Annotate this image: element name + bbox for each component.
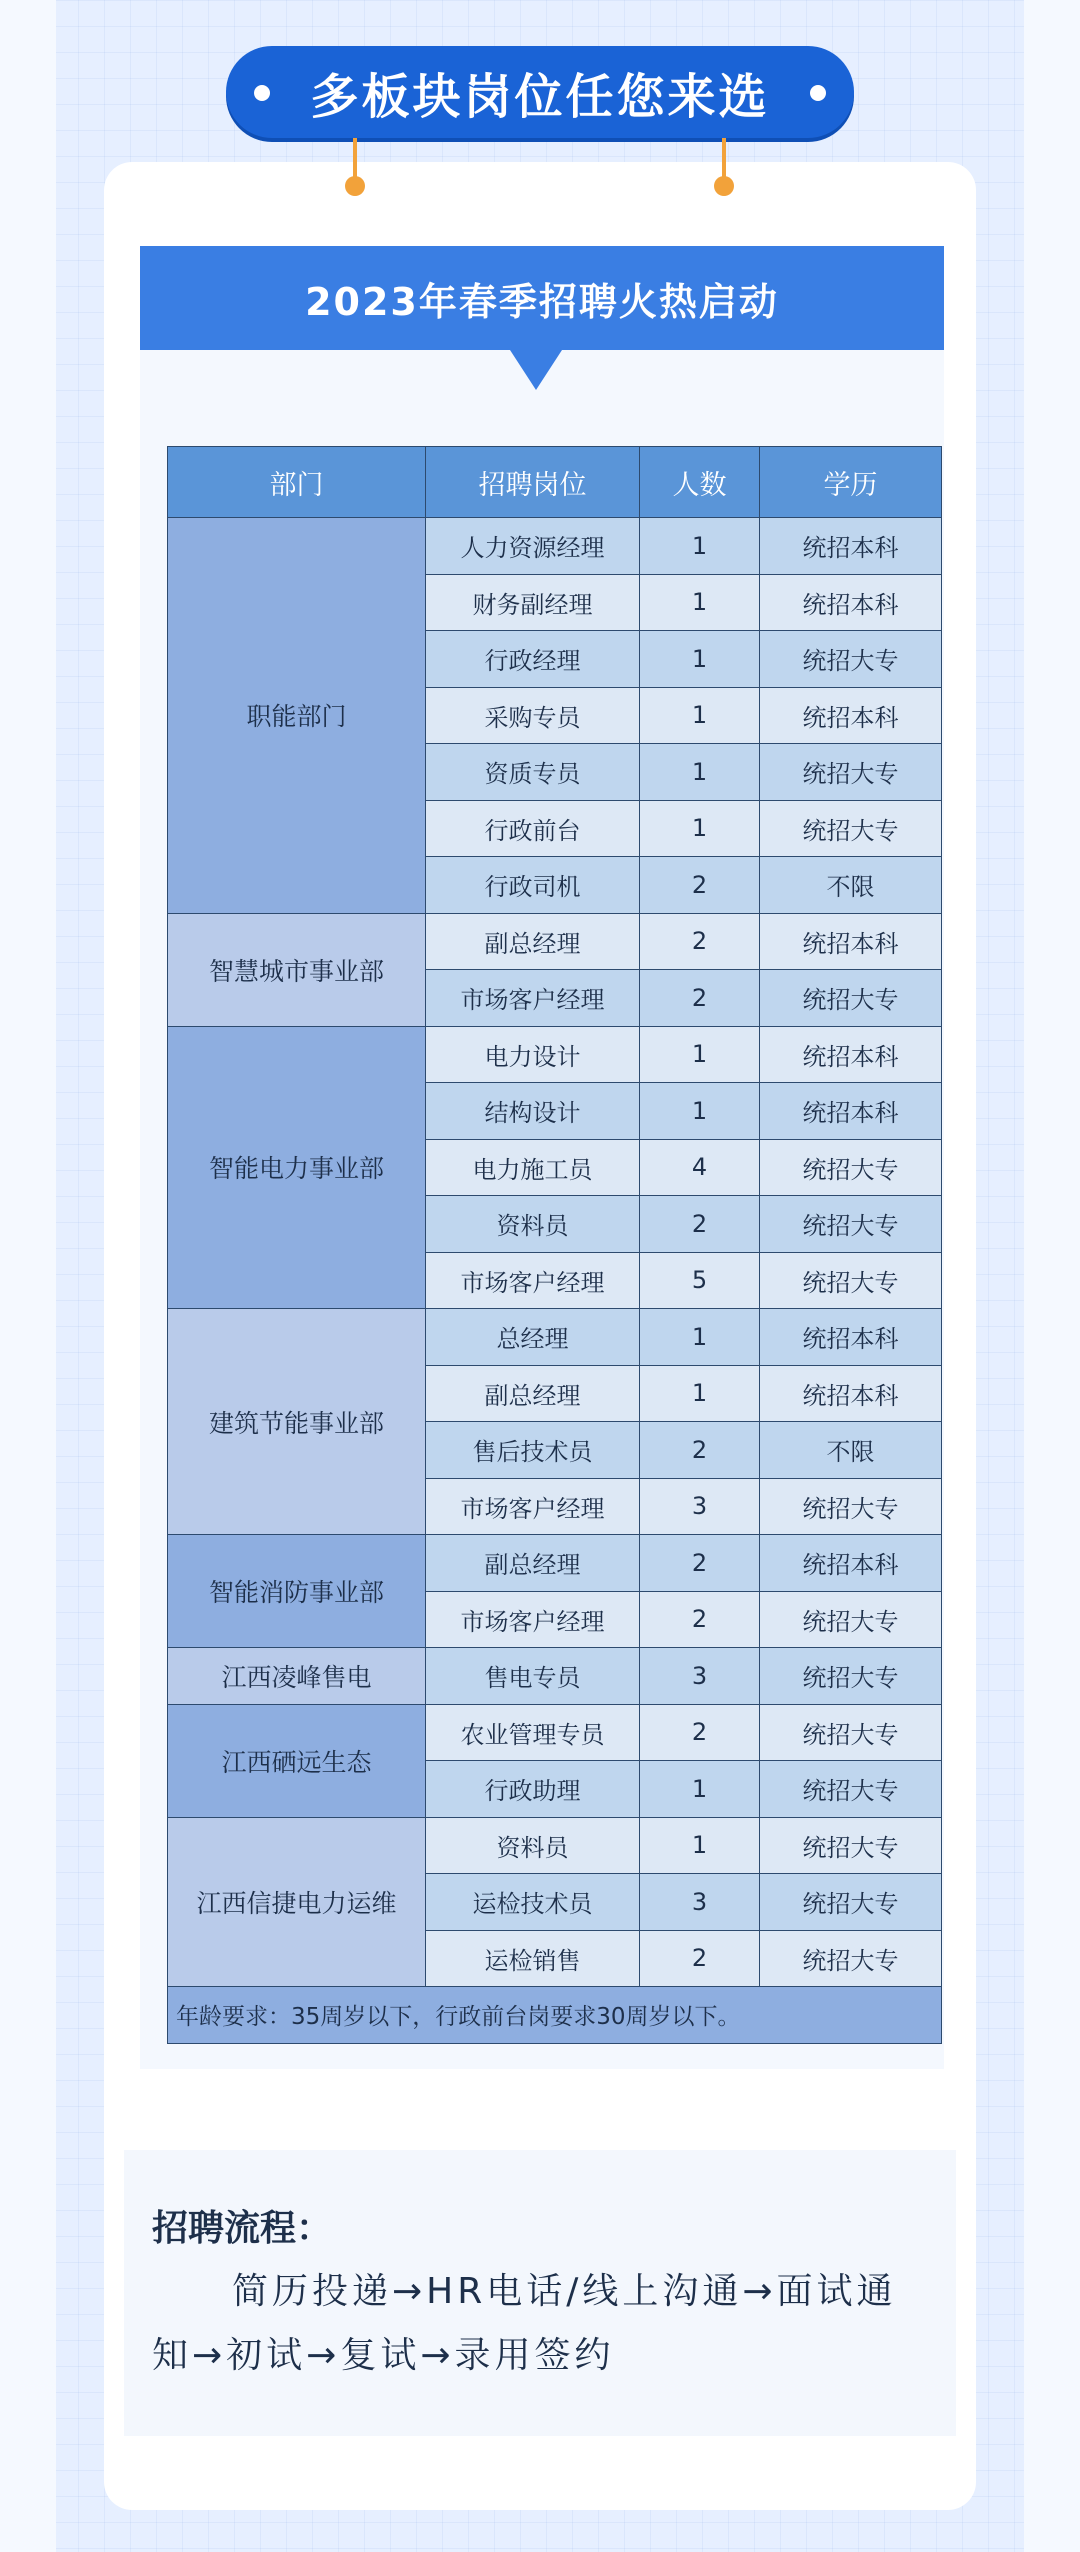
- position-cell: 行政经理: [426, 631, 640, 688]
- education-cell: 统招本科: [760, 1309, 942, 1366]
- position-cell: 农业管理专员: [426, 1704, 640, 1761]
- table-row: [168, 1648, 942, 1705]
- position-cell: 资质专员: [426, 744, 640, 801]
- education-cell: 统招大专: [760, 744, 942, 801]
- position-cell: 行政助理: [426, 1761, 640, 1818]
- header-department: 部门: [168, 447, 426, 518]
- position-cell: 资料员: [426, 1817, 640, 1874]
- headcount-cell: 5: [640, 1252, 760, 1309]
- section-title-pill: [226, 46, 854, 138]
- education-cell: 统招大专: [760, 970, 942, 1027]
- education-cell: 统招本科: [760, 687, 942, 744]
- headcount-cell: 1: [640, 800, 760, 857]
- headcount-cell: 1: [640, 744, 760, 801]
- table-row: [168, 1535, 942, 1592]
- headcount-cell: 2: [640, 1196, 760, 1253]
- position-cell: 售电专员: [426, 1648, 640, 1705]
- position-cell: 行政司机: [426, 857, 640, 914]
- department-cell: 江西凌峰售电: [168, 1648, 426, 1705]
- education-cell: 统招大专: [760, 800, 942, 857]
- education-cell: 统招大专: [760, 1874, 942, 1931]
- education-cell: 统招大专: [760, 1196, 942, 1253]
- department-cell: 智慧城市事业部: [168, 913, 426, 1026]
- pill-dot-left: [254, 85, 270, 101]
- department-cell: 建筑节能事业部: [168, 1309, 426, 1535]
- position-cell: 财务副经理: [426, 574, 640, 631]
- headcount-cell: 1: [640, 1309, 760, 1366]
- position-cell: 资料员: [426, 1196, 640, 1253]
- table-row: [168, 913, 942, 970]
- header-position: 招聘岗位: [426, 447, 640, 518]
- education-cell: 统招本科: [760, 1535, 942, 1592]
- position-cell: 副总经理: [426, 913, 640, 970]
- headcount-cell: 1: [640, 518, 760, 575]
- age-requirement-note: 年龄要求：35周岁以下，行政前台岗要求30周岁以下。: [168, 1987, 942, 2044]
- headcount-cell: 2: [640, 1704, 760, 1761]
- table-row: [168, 1026, 942, 1083]
- headcount-cell: 2: [640, 857, 760, 914]
- banner: [140, 246, 944, 350]
- position-cell: 总经理: [426, 1309, 640, 1366]
- education-cell: 统招本科: [760, 574, 942, 631]
- headcount-cell: 3: [640, 1478, 760, 1535]
- headcount-cell: 1: [640, 1761, 760, 1818]
- banner-title: 2023年春季招聘火热启动: [305, 279, 779, 324]
- headcount-cell: 2: [640, 1930, 760, 1987]
- position-cell: 市场客户经理: [426, 1591, 640, 1648]
- headcount-cell: 1: [640, 1817, 760, 1874]
- education-cell: 统招大专: [760, 1139, 942, 1196]
- department-cell: 职能部门: [168, 518, 426, 914]
- headcount-cell: 1: [640, 1365, 760, 1422]
- education-cell: 不限: [760, 1422, 942, 1479]
- note-row: [168, 1987, 942, 2044]
- position-cell: 采购专员: [426, 687, 640, 744]
- pill-dot-right: [810, 85, 826, 101]
- headcount-cell: 2: [640, 1535, 760, 1592]
- connector-right: [722, 138, 726, 186]
- education-cell: 统招大专: [760, 1478, 942, 1535]
- section-title: 多板块岗位任您来选: [310, 68, 770, 125]
- headcount-cell: 1: [640, 1026, 760, 1083]
- position-cell: 运检销售: [426, 1930, 640, 1987]
- department-cell: 智能消防事业部: [168, 1535, 426, 1648]
- headcount-cell: 2: [640, 1591, 760, 1648]
- headcount-cell: 1: [640, 1083, 760, 1140]
- education-cell: 统招大专: [760, 631, 942, 688]
- education-cell: 统招本科: [760, 913, 942, 970]
- headcount-cell: 3: [640, 1648, 760, 1705]
- recruitment-table: [167, 446, 942, 2044]
- education-cell: 统招本科: [760, 1365, 942, 1422]
- table-row: [168, 1309, 942, 1366]
- education-cell: 统招大专: [760, 1252, 942, 1309]
- education-cell: 统招本科: [760, 518, 942, 575]
- education-cell: 统招大专: [760, 1761, 942, 1818]
- process-text: 简历投递→HR电话/线上沟通→面试通知→初试→复试→录用签约: [152, 2271, 897, 2376]
- position-cell: 人力资源经理: [426, 518, 640, 575]
- table-row: [168, 1817, 942, 1874]
- page-side-strip-left: [0, 0, 56, 2552]
- education-cell: 统招大专: [760, 1591, 942, 1648]
- connector-left: [353, 138, 357, 186]
- table-header-row: [168, 447, 942, 518]
- headcount-cell: 3: [640, 1874, 760, 1931]
- headcount-cell: 2: [640, 970, 760, 1027]
- position-cell: 结构设计: [426, 1083, 640, 1140]
- position-cell: 电力设计: [426, 1026, 640, 1083]
- process-title: 招聘流程：: [152, 2208, 333, 2249]
- position-cell: 市场客户经理: [426, 1478, 640, 1535]
- position-cell: 运检技术员: [426, 1874, 640, 1931]
- position-cell: 副总经理: [426, 1535, 640, 1592]
- education-cell: 统招大专: [760, 1648, 942, 1705]
- position-cell: 电力施工员: [426, 1139, 640, 1196]
- department-cell: 江西硒远生态: [168, 1704, 426, 1817]
- education-cell: 不限: [760, 857, 942, 914]
- education-cell: 统招本科: [760, 1026, 942, 1083]
- education-cell: 统招大专: [760, 1704, 942, 1761]
- headcount-cell: 1: [640, 631, 760, 688]
- header-headcount: 人数: [640, 447, 760, 518]
- table-row: [168, 518, 942, 575]
- header-education: 学历: [760, 447, 942, 518]
- banner-pointer: [510, 350, 562, 390]
- headcount-cell: 4: [640, 1139, 760, 1196]
- education-cell: 统招大专: [760, 1930, 942, 1987]
- position-cell: 市场客户经理: [426, 970, 640, 1027]
- position-cell: 行政前台: [426, 800, 640, 857]
- headcount-cell: 2: [640, 1422, 760, 1479]
- department-cell: 智能电力事业部: [168, 1026, 426, 1309]
- headcount-cell: 2: [640, 913, 760, 970]
- headcount-cell: 1: [640, 574, 760, 631]
- education-cell: 统招大专: [760, 1817, 942, 1874]
- position-cell: 售后技术员: [426, 1422, 640, 1479]
- department-cell: 江西信捷电力运维: [168, 1817, 426, 1987]
- page-side-strip-right: [1024, 0, 1080, 2552]
- position-cell: 市场客户经理: [426, 1252, 640, 1309]
- headcount-cell: 1: [640, 687, 760, 744]
- position-cell: 副总经理: [426, 1365, 640, 1422]
- education-cell: 统招本科: [760, 1083, 942, 1140]
- table-row: [168, 1704, 942, 1761]
